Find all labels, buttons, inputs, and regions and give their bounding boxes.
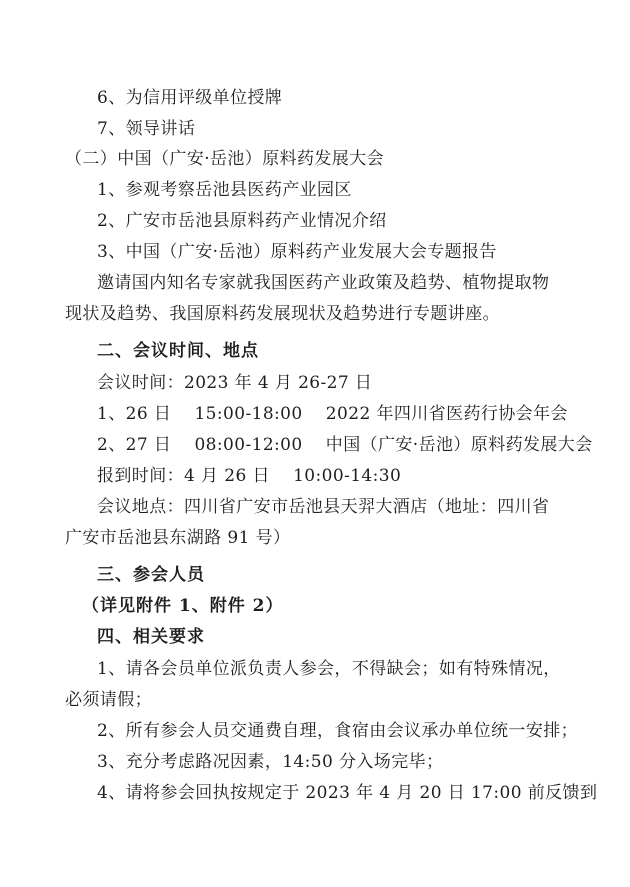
item-award-ceremony: 6、为信用评级单位授牌: [97, 88, 283, 108]
meeting-venue-line1: 会议地点：四川省广安市岳池县天羿大酒店（地址：四川省: [97, 497, 550, 517]
requirement-4: 4、请将参会回执按规定于 2023 年 4 月 20 日 17:00 前反馈到: [97, 783, 598, 803]
attendees-note: （详见附件 1、附件 2）: [82, 596, 284, 616]
requirement-3: 3、充分考虑路况因素，14:50 分入场完毕；: [97, 752, 444, 772]
meeting-venue-line2: 广安市岳池县东湖路 91 号）: [65, 528, 291, 548]
requirement-2: 2、所有参会人员交通费自理，食宿由会议承办单位统一安排；: [97, 721, 579, 741]
item-visit-park: 1、参观考察岳池县医药产业园区: [97, 180, 352, 200]
heading-time-place: 二、会议时间、地点: [97, 341, 259, 361]
requirement-1-line1: 1、请各会员单位派负责人参会，不得缺会；如有特殊情况，: [97, 659, 561, 679]
section-heading-conference: （二）中国（广安·岳池）原料药发展大会: [65, 149, 385, 169]
paragraph-experts-line1: 邀请国内知名专家就我国医药产业政策及趋势、植物提取物: [97, 273, 550, 293]
paragraph-experts-line2: 现状及趋势、我国原料药发展现状及趋势进行专题讲座。: [65, 304, 500, 324]
heading-requirements: 四、相关要求: [97, 627, 205, 647]
item-industry-intro: 2、广安市岳池县原料药产业情况介绍: [97, 211, 387, 231]
item-leader-speech: 7、领导讲话: [97, 119, 196, 139]
registration-time: 报到时间：4 月 26 日 10:00-14:30: [97, 466, 402, 486]
meeting-time: 会议时间：2023 年 4 月 26-27 日: [97, 373, 373, 393]
heading-attendees: 三、参会人员: [97, 565, 205, 585]
requirement-1-line2: 必须请假；: [65, 690, 152, 710]
schedule-day-27: 2、27 日 08:00-12:00 中国（广安·岳池）原料药发展大会: [97, 435, 593, 455]
schedule-day-26: 1、26 日 15:00-18:00 2022 年四川省医药行协会年会: [97, 404, 568, 424]
item-special-report: 3、中国（广安·岳池）原料药产业发展大会专题报告: [97, 242, 497, 262]
